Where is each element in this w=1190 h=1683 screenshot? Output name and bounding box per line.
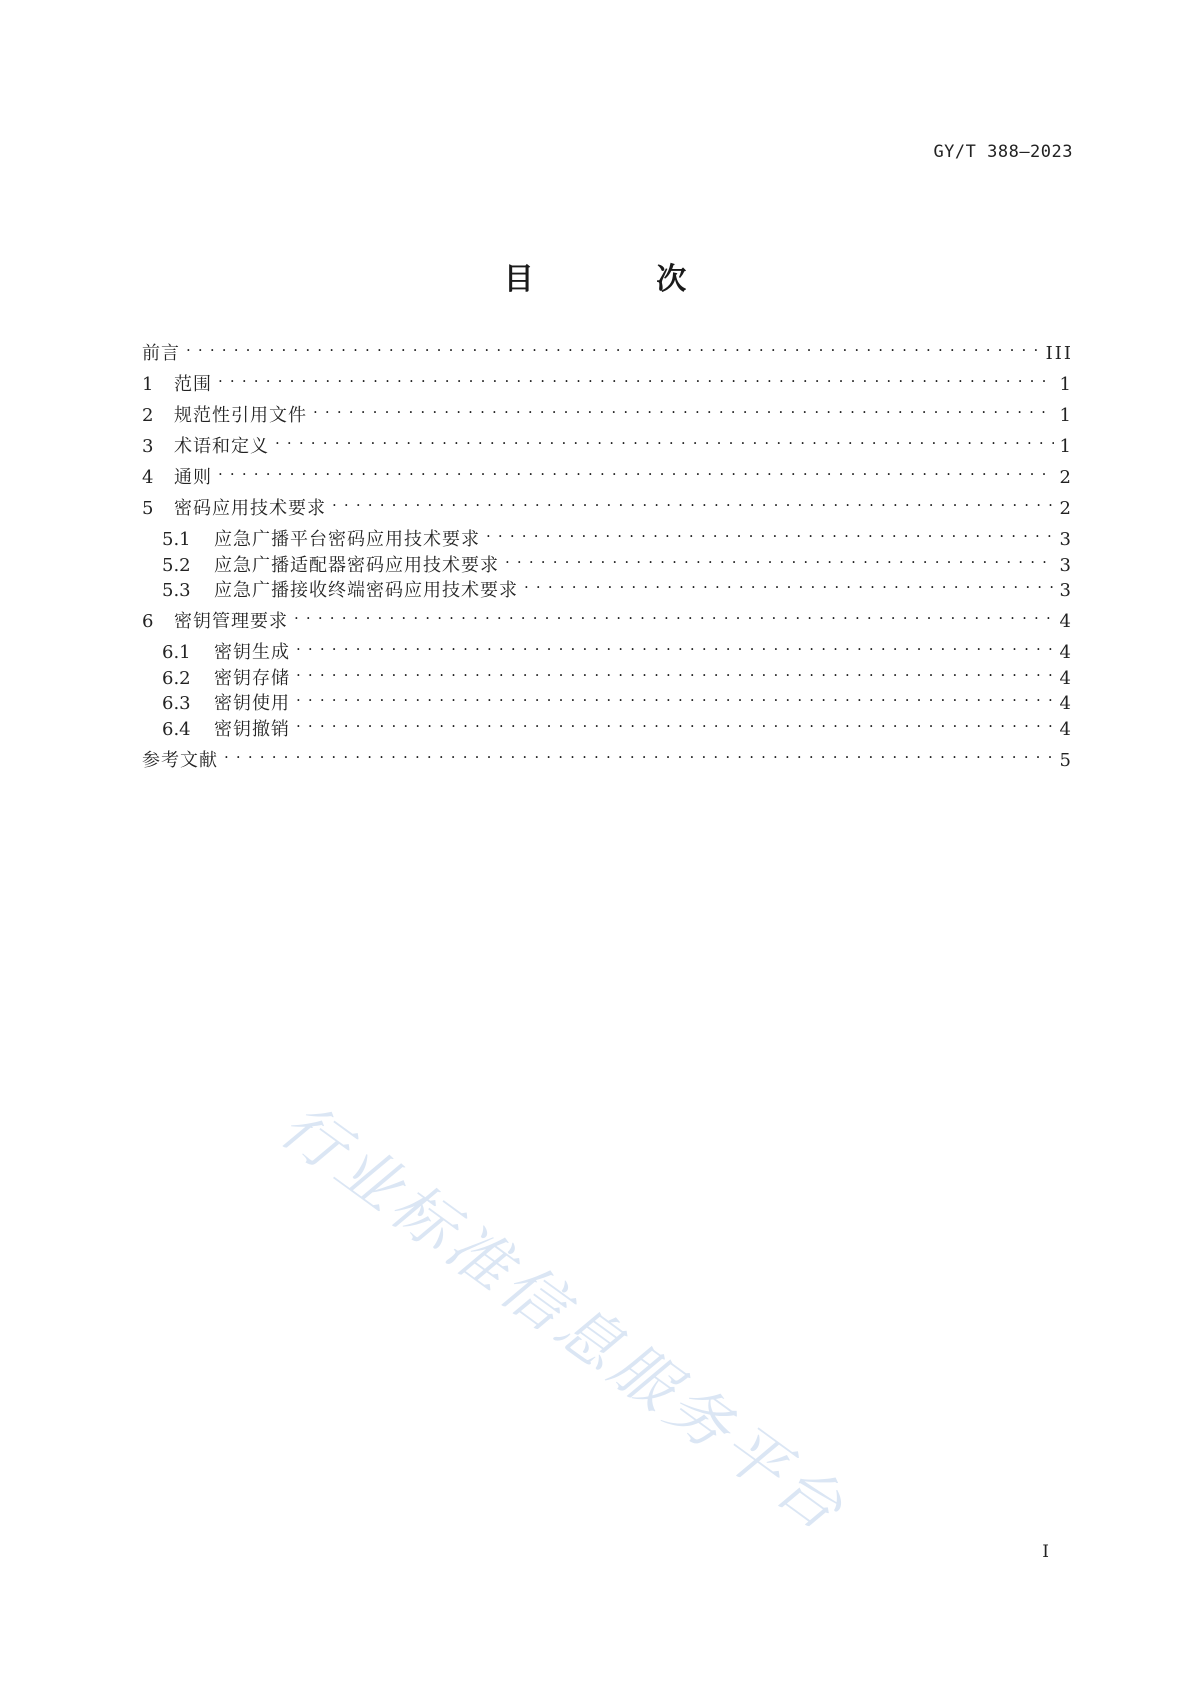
toc-entry-title: 范围 xyxy=(174,374,212,395)
toc-entry[interactable] xyxy=(142,545,1073,576)
toc-entry[interactable] xyxy=(142,683,1073,714)
toc-entry[interactable] xyxy=(142,632,1073,663)
toc-entry-page: 2 xyxy=(1059,498,1073,519)
document-id: GY/T 388—2023 xyxy=(933,142,1073,162)
toc-entry[interactable] xyxy=(142,740,1073,771)
toc-entry-title: 密钥存储 xyxy=(214,668,290,689)
toc-dot-leader xyxy=(296,632,1054,658)
toc-entry-title: 规范性引用文件 xyxy=(174,405,307,426)
toc-entry-number: 2 xyxy=(142,405,154,426)
toc-entry[interactable] xyxy=(142,364,1073,395)
toc-dot-leader xyxy=(313,395,1054,421)
toc-entry-number: 6.3 xyxy=(162,693,191,714)
toc-entry-title: 密钥撤销 xyxy=(214,719,290,740)
toc-entry-title: 通则 xyxy=(174,467,212,488)
toc-entry-title: 术语和定义 xyxy=(174,436,269,457)
toc-entry-title: 密钥生成 xyxy=(214,642,290,663)
toc-entry-title: 前言 xyxy=(142,343,180,364)
toc-entry[interactable] xyxy=(142,333,1073,364)
toc-dot-leader xyxy=(218,457,1054,483)
toc-entry-number: 6 xyxy=(142,611,154,632)
toc-entry-title: 密钥管理要求 xyxy=(174,611,288,632)
toc-entry-title: 参考文献 xyxy=(142,750,218,771)
toc-entry[interactable] xyxy=(142,426,1073,457)
toc-dot-leader xyxy=(224,740,1054,766)
toc-entry-number: 4 xyxy=(142,467,154,488)
toc-entry-number: 5.3 xyxy=(162,580,191,601)
toc-dot-leader xyxy=(275,426,1054,452)
toc-dot-leader xyxy=(296,709,1054,735)
toc-entry-page: 4 xyxy=(1059,642,1073,663)
toc-entry-title: 应急广播接收终端密码应用技术要求 xyxy=(214,580,518,601)
toc-entry-number: 6.4 xyxy=(162,719,191,740)
toc-entry-title: 应急广播平台密码应用技术要求 xyxy=(214,529,480,550)
toc-entry[interactable] xyxy=(142,488,1073,519)
toc-dot-leader xyxy=(296,658,1054,684)
toc-entry-page: 3 xyxy=(1059,580,1073,601)
toc-dot-leader xyxy=(218,364,1054,390)
toc-dot-leader xyxy=(524,570,1054,596)
toc-dot-leader xyxy=(186,333,1040,359)
toc-entry-number: 3 xyxy=(142,436,154,457)
page-number: I xyxy=(1042,1542,1049,1562)
toc-entry-page: 4 xyxy=(1059,693,1073,714)
toc-entry-title: 密钥使用 xyxy=(214,693,290,714)
toc-entry-number: 1 xyxy=(142,374,154,395)
toc-entry-number: 6.1 xyxy=(162,642,191,663)
toc-entry-page: 4 xyxy=(1059,611,1073,632)
toc-dot-leader xyxy=(505,545,1054,571)
toc-entry[interactable] xyxy=(142,709,1073,740)
toc-entry[interactable] xyxy=(142,570,1073,601)
toc-entry-page: 3 xyxy=(1059,529,1073,550)
watermark: 行业标准信息服务平台 xyxy=(267,1088,861,1548)
toc-dot-leader xyxy=(296,683,1054,709)
toc-entry-page: 5 xyxy=(1059,750,1073,771)
toc-entry[interactable] xyxy=(142,395,1073,426)
toc-entry-title: 应急广播适配器密码应用技术要求 xyxy=(214,555,499,576)
toc-entry[interactable] xyxy=(142,601,1073,632)
toc-dot-leader xyxy=(294,601,1054,627)
toc-entry[interactable] xyxy=(142,658,1073,689)
toc-entry-page: 3 xyxy=(1059,555,1073,576)
toc-entry[interactable] xyxy=(142,457,1073,488)
toc-entry-page: 4 xyxy=(1059,719,1073,740)
toc-entry[interactable] xyxy=(142,519,1073,550)
toc-entry-page: 1 xyxy=(1059,374,1073,395)
toc-entry-page: 4 xyxy=(1059,668,1073,689)
toc-entry-page: 1 xyxy=(1059,405,1073,426)
toc-entry-number: 5.2 xyxy=(162,555,191,576)
toc-entry-page: III xyxy=(1045,343,1073,364)
toc-entry-number: 5.1 xyxy=(162,529,191,550)
toc-title: 目 次 xyxy=(503,262,743,297)
toc-dot-leader xyxy=(486,519,1054,545)
toc-entry-title: 密码应用技术要求 xyxy=(174,498,326,519)
toc-entry-number: 6.2 xyxy=(162,668,191,689)
toc-entry-page: 2 xyxy=(1059,467,1073,488)
toc-dot-leader xyxy=(332,488,1054,514)
toc-entry-page: 1 xyxy=(1059,436,1073,457)
toc-entry-number: 5 xyxy=(142,498,154,519)
